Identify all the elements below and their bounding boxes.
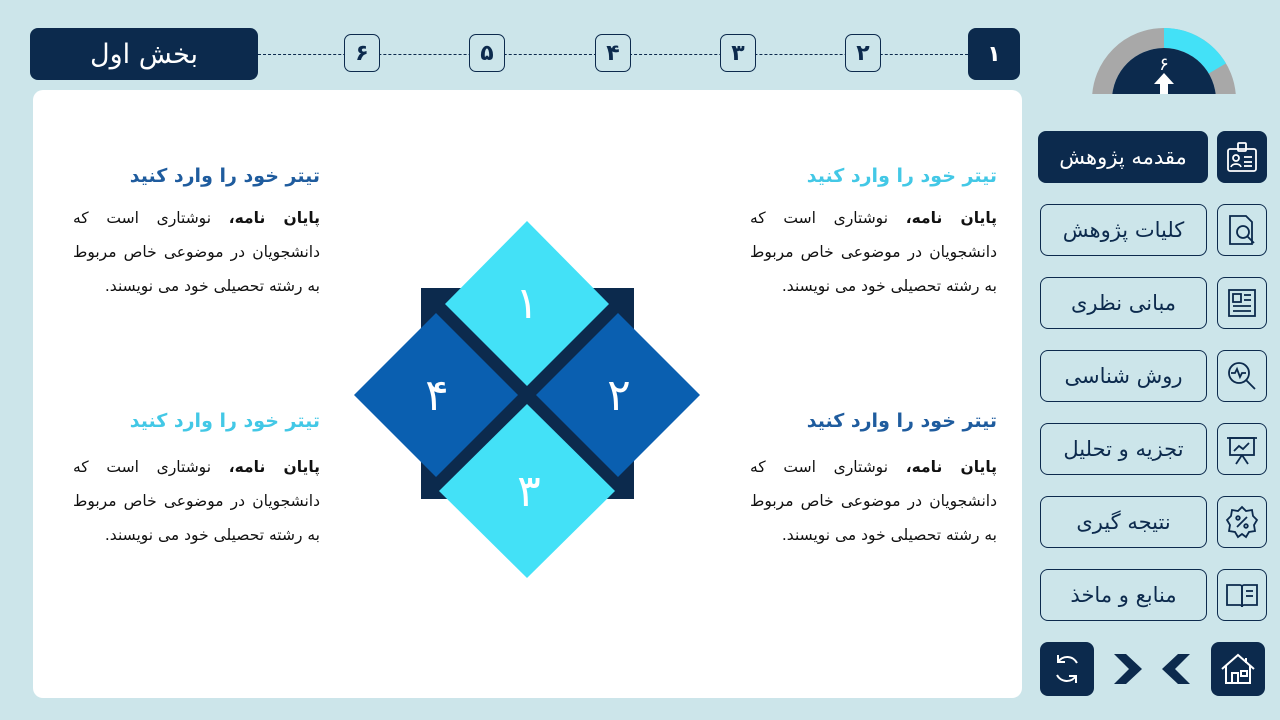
step-5-button[interactable]: ۵ — [469, 34, 505, 72]
diamond-label-4: ۴ — [425, 370, 449, 421]
diamond-label-2: ۲ — [607, 370, 631, 421]
document-search-icon[interactable] — [1217, 204, 1267, 256]
text-block-3 — [750, 410, 997, 552]
book-icon[interactable] — [1217, 569, 1267, 621]
block-title: تیتر خود را وارد کنید — [806, 165, 997, 187]
refresh-icon — [1049, 651, 1085, 687]
home-button[interactable] — [1211, 642, 1265, 696]
chevron-left-icon[interactable] — [1160, 652, 1194, 686]
step-3-button[interactable]: ۳ — [720, 34, 756, 72]
menu-theory[interactable]: مبانی نظری — [1040, 277, 1207, 329]
menu-methodology[interactable]: روش شناسی — [1040, 350, 1207, 402]
menu-research-overview[interactable]: کلیات پژوهش — [1040, 204, 1207, 256]
refresh-button[interactable] — [1040, 642, 1094, 696]
progress-gauge — [1086, 18, 1242, 94]
id-card-icon[interactable] — [1217, 131, 1267, 183]
step-4-button[interactable]: ۴ — [595, 34, 631, 72]
block-text: پایان نامه، نوشتاری است که دانشجویان در موضوعی خاص مربوط به رشته تحصیلی خود می نویسند. — [73, 458, 320, 544]
section-title: بخش اول — [30, 28, 258, 80]
percent-badge-icon[interactable] — [1217, 496, 1267, 548]
newspaper-icon[interactable] — [1217, 277, 1267, 329]
chevron-right-icon[interactable] — [1110, 652, 1144, 686]
block-title: تیتر خود را وارد کنید — [806, 410, 997, 432]
diamond-label-3: ۳ — [517, 466, 541, 517]
text-block-4 — [73, 410, 320, 552]
step-6-button[interactable]: ۶ — [344, 34, 380, 72]
text-block-1 — [750, 165, 997, 303]
presentation-board-icon[interactable] — [1217, 423, 1267, 475]
gauge-label: ۶ — [1159, 54, 1169, 75]
step-2-button[interactable]: ۲ — [845, 34, 881, 72]
diamond-label-1: ۱ — [515, 278, 539, 329]
menu-references[interactable]: منابع و ماخذ — [1040, 569, 1207, 621]
block-title: تیتر خود را وارد کنید — [129, 410, 320, 432]
menu-analysis[interactable]: تجزیه و تحلیل — [1040, 423, 1207, 475]
home-icon — [1218, 649, 1258, 689]
magnifier-pulse-icon[interactable] — [1217, 350, 1267, 402]
block-text: پایان نامه، نوشتاری است که دانشجویان در موضوعی خاص مربوط به رشته تحصیلی خود می نویسند. — [73, 209, 320, 295]
content-card — [33, 90, 1022, 698]
text-block-2 — [73, 165, 320, 303]
menu-research-intro[interactable]: مقدمه پژوهش — [1038, 131, 1208, 183]
block-text: پایان نامه، نوشتاری است که دانشجویان در موضوعی خاص مربوط به رشته تحصیلی خود می نویسند. — [750, 209, 997, 295]
block-title: تیتر خود را وارد کنید — [129, 165, 320, 187]
step-1-button[interactable]: ۱ — [968, 28, 1020, 80]
diamond-graphic — [351, 218, 711, 588]
menu-conclusion[interactable]: نتیجه گیری — [1040, 496, 1207, 548]
block-text: پایان نامه، نوشتاری است که دانشجویان در موضوعی خاص مربوط به رشته تحصیلی خود می نویسند. — [750, 458, 997, 544]
